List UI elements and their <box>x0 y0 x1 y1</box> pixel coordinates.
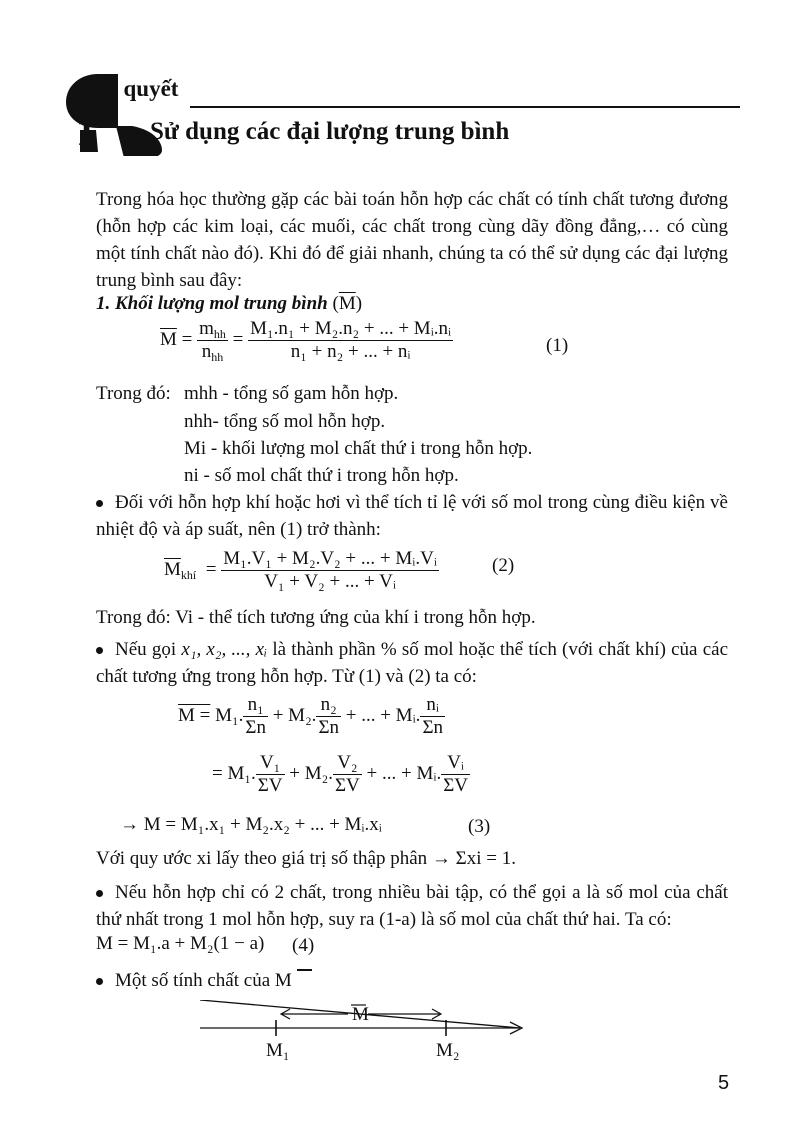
bullet2-after: là thành phần % số mol hoặc thể tích (với chất khí) của các chất tương ứng trong hỗn hợp. Từ (1) và (2) ta có: <box>96 639 729 687</box>
bullet4-text: Một số tính chất của M <box>115 970 292 991</box>
convention-text: Với quy ước xi lấy theo giá trị số thập phân → Σxi = 1. <box>96 848 516 869</box>
bullet-paragraph-3 <box>96 879 728 933</box>
eq2-lhs-sub: khí <box>180 567 197 582</box>
intro-paragraph: Trong hóa học thường gặp các bài toán hỗn hợp các chất có tính chất tương đương (hỗn hợp các kim loại, các muối, các chất trong cùng dãy đồng đẳng,… có cùng một tính chất nào đó). Khi đó để giải nhanh, chúng ta có thể sử dụng các đại lượng trung bình sau đây: <box>96 189 728 291</box>
eq3-den: Σn <box>318 717 339 738</box>
eq4-tag: (4) <box>292 935 315 956</box>
eq3-tag: (3) <box>468 816 491 837</box>
equation-2: $\overline{M}_{khí}$ = $\frac{\text{M₁.V₁ + M₂.V₂ + ... + Mᵢ.Vᵢ}}{\text{V₁ + V₂ + ... + Vᵢ}}$ <box>164 548 437 592</box>
definition-item: mhh - tổng số gam hỗn hợp. <box>184 383 399 404</box>
numberline-right-label: M₂ <box>436 1040 460 1061</box>
bullet-paragraph-2 <box>96 636 728 690</box>
numberline-center-label: M <box>352 1004 369 1025</box>
equation-4: M = M₁.a + M₂(1 − a) <box>96 933 265 954</box>
eq3-den: ΣV <box>335 775 360 796</box>
bullet-paragraph-4 <box>96 967 292 994</box>
eq3-term: + M₂. <box>289 762 333 784</box>
eq3-lhs: M = <box>178 704 211 726</box>
definition-item: Mi - khối lượng mol chất thứ i trong hỗn hợp. <box>184 438 533 459</box>
eq3-num: V₂ <box>333 752 362 775</box>
eq3-num: V₁ <box>256 752 285 775</box>
bullet2-vars: x₁, x₂, ..., xᵢ <box>181 639 268 660</box>
bullet-icon <box>96 978 103 985</box>
eq1-mhh-sub: hh <box>213 327 226 341</box>
header-number: 1 <box>76 109 96 154</box>
eq2-lhs: $\overline{M}$ <box>164 558 181 580</box>
eq3-term: + M₂. <box>272 704 317 726</box>
eq1-denominator: n₁ + n₂ + ... + nᵢ <box>290 341 411 362</box>
eq3-term: M₁. <box>215 704 244 726</box>
bullet2-before: Nếu gọi <box>115 639 177 660</box>
eq3-den: Σn <box>245 717 266 738</box>
eq3-den: ΣV <box>257 775 283 796</box>
eq1-nhh-sub: hh <box>211 350 224 364</box>
eq2-denominator: V₁ + V₂ + ... + Vᵢ <box>264 571 396 592</box>
definitions-intro: Trong đó: <box>96 383 171 404</box>
eq2-tag: (2) <box>492 555 515 576</box>
bullet-icon <box>96 647 103 654</box>
equation-3-line-2 <box>212 752 470 797</box>
eq1-nhh: n <box>201 341 212 362</box>
eq3-den: Σn <box>422 717 443 738</box>
eq3-term: + ... + Mᵢ. <box>366 762 442 784</box>
eq3-den: ΣV <box>443 775 468 796</box>
page-title: Sử dụng các đại lượng trung bình <box>150 118 510 145</box>
eq3-term: = M₁. <box>212 762 256 784</box>
bullet1-text: Đối với hỗn hợp khí hoặc hơi vì thể tích tỉ lệ với số mol trong cùng điều kiện về nhiệt độ và áp suất, nên (1) trở thành: <box>96 492 728 540</box>
eq2-numerator: M₁.V₁ + M₂.V₂ + ... + Mᵢ.Vᵢ <box>223 548 437 569</box>
eq3-num: n₂ <box>316 694 341 717</box>
eq3-term: + ... + Mᵢ. <box>345 704 421 726</box>
equation-1: $\overline{M}$ = $\frac{m_{hh}}{n_{hh}}$ = $\frac{\text{M₁.n₁ + M₂.n₂ + ... + Mᵢ.nᵢ}}{\text{n₁ + n₂ + ... + nᵢ}}$ <box>160 318 452 364</box>
definition-item: ni - số mol chất thứ i trong hỗn hợp. <box>184 465 459 486</box>
bullet-icon <box>96 500 103 507</box>
eq3-num: Vᵢ <box>441 752 470 775</box>
equation-3-line-1 <box>178 694 445 739</box>
eq1-numerator: M₁.n₁ + M₂.n₂ + ... + Mᵢ.nᵢ <box>250 318 452 339</box>
definition-item: nhh- tổng số mol hỗn hợp. <box>184 411 386 432</box>
eq1-tag: (1) <box>546 335 569 356</box>
eq1-lhs: $\overline{M}$ <box>160 328 177 350</box>
header-rule <box>190 106 740 108</box>
header-label: Bí quyết <box>96 76 179 101</box>
section-symbol: $\overline{M}$ <box>338 293 356 314</box>
page-number: 5 <box>718 1072 730 1094</box>
eq3-num: nᵢ <box>420 694 445 717</box>
m-overline <box>297 969 312 971</box>
numberline-left-label: M₁ <box>266 1040 290 1061</box>
bullet3-text: Nếu hỗn hợp chỉ có 2 chất, trong nhiều bài tập, có thể gọi a là số mol của chất thứ nhất trong 1 mol hỗn hợp, suy ra (1-a) là số mol của chất thứ hai. Ta có: <box>96 882 728 930</box>
bullet-icon <box>96 890 103 897</box>
bullet-paragraph-1 <box>96 489 728 543</box>
equation-3-line-3: → M = M₁.x₁ + M₂.x₂ + ... + Mᵢ.xᵢ <box>120 814 382 835</box>
eq1-mhh: m <box>199 318 214 339</box>
definition-volume: Trong đó: Vi - thể tích tương ứng của khí i trong hỗn hợp. <box>96 607 536 628</box>
eq3-num: n₁ <box>243 694 268 717</box>
section-heading: 1. Khối lượng mol trung bình $(\overline{M})$ <box>96 293 363 314</box>
section-heading-text: 1. Khối lượng mol trung bình <box>96 293 328 314</box>
